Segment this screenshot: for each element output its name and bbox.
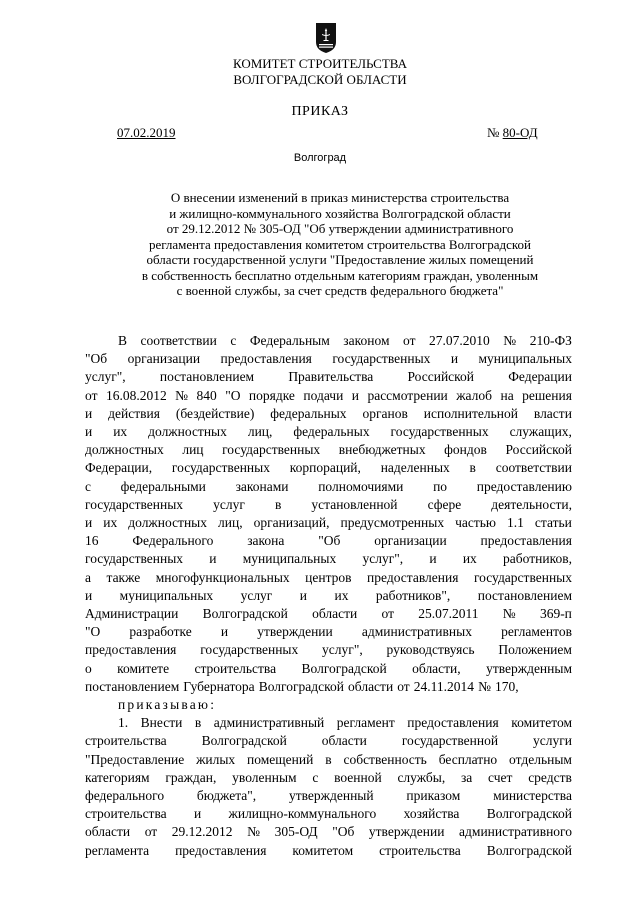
body-word: с [230,333,237,348]
body-word: счет [488,769,513,785]
body-word: Федеральным [249,333,330,348]
body-word: услуг", [322,642,363,658]
body-word: также [106,569,141,585]
city-name: Волгоград [293,152,347,164]
body-line [85,387,572,405]
body-word: 369-п [539,606,572,622]
body-word: строительства [379,842,461,858]
body-word: соответствии [140,333,217,348]
body-word: от [381,606,394,622]
body-word: бесплатно [438,751,498,767]
subject-line: в собственность бесплатно отдельным категориям граждан, уволенным [141,267,539,283]
body-word: жилых [196,751,236,767]
body-word: регламента [85,842,150,858]
body-word: муниципальных [478,351,572,367]
body-word: утвержденный [288,788,374,804]
body-line [85,751,572,769]
body-word: Федерального [132,533,214,549]
body-word: в [274,496,282,512]
body-word: службы, [397,769,446,785]
body-word: на [500,387,514,403]
body-word: государственной [401,733,499,749]
body-word: их [462,551,477,567]
body-line [85,423,572,441]
order-date: 07.02.2019 [117,125,176,140]
subject-line: от 29.12.2012 № 305-ОД "Об утверждении административного [166,221,514,236]
subject-line: О внесении изменений в приказ министерства строительства [170,190,510,205]
body-word: государственных [85,551,184,567]
body-word: военной [334,769,382,785]
body-word: услуг", [85,369,126,385]
body-line [85,332,572,350]
body-word: их [334,587,349,603]
body-word: с [85,478,91,494]
body-word: многофункциональных [155,569,290,585]
body-line [85,678,572,696]
body-word: исполнительной [423,405,518,421]
body-word: области [348,678,394,694]
body-word: и [85,587,93,603]
body-word: Российской [505,442,572,458]
body-line [85,769,572,787]
committee-name-line1: КОМИТЕТ СТРОИТЕЛЬСТВА [232,56,408,71]
body-word: наделенных [380,460,450,476]
body-word: 29.12.2012 [171,824,233,840]
body-word: (бездействие) [175,405,255,421]
body-word: решения [522,387,572,403]
body-word: государственных [222,442,321,458]
body-word: за [460,769,473,785]
order-subject [70,190,610,299]
body-word: порядке [248,387,295,403]
body-word: должностных [128,515,208,531]
body-word: и [450,351,459,367]
body-word: полномочиями [318,478,404,494]
body-word: а [85,569,91,585]
body-line [85,623,572,641]
body-word: от [403,333,416,348]
body-word: уволенным [232,769,297,785]
body-line [85,478,572,496]
body-word: 24.11.2014 [413,678,475,694]
body-word: законом [343,333,390,348]
body-word: В [118,333,128,348]
body-word: о [85,660,92,676]
body-line [85,605,572,623]
body-word: в [325,751,332,767]
body-word: комитетом [511,715,572,731]
body-word: предоставления [407,715,499,731]
body-word: Администрации [85,606,179,622]
body-word: установленной [311,496,398,512]
body-word: корпораций, [289,460,361,476]
body-word: услуг [240,587,273,603]
body-word: 210-ФЗ [529,333,572,348]
body-word: и [209,551,217,567]
body-line [85,350,572,368]
body-word: соответствии [495,460,572,476]
body-word: органов [362,405,408,421]
body-line [85,823,572,841]
body-word: государственных [390,424,489,440]
body-word: № [175,387,189,403]
body-line [85,514,572,532]
body-word: от [144,824,158,840]
body-line [85,532,572,550]
body-word: их [113,424,128,440]
body-word: Волгоградской [301,660,387,676]
body-line [85,714,572,732]
body-line [85,842,572,860]
body-word: должностных [148,424,227,440]
order-number [487,125,538,141]
body-word: области [312,606,358,622]
body-word: регламентов [501,624,572,640]
body-word: "Об [332,824,355,840]
body-word: административного [459,824,572,840]
body-word: государственных [200,642,299,658]
body-word: власти [533,405,572,421]
body-word: предоставлению [476,478,572,494]
body-word: министерства [493,788,572,804]
body-line [85,587,572,605]
body-word: частью [455,515,497,531]
body-word: услуги [532,733,572,749]
body-word: Волгоградской [201,733,287,749]
body-word: 27.07.2010 [429,333,490,348]
body-word: Волгоградской [258,678,344,694]
body-word: жалоб [456,387,493,403]
body-word: "Предоставление [85,751,185,767]
body-word: подачи [303,387,344,403]
body-word: государственных [171,460,270,476]
body-word: и [429,551,437,567]
body-word: строительства [85,733,167,749]
body-word: № [478,678,491,694]
body-word: Губернатора [183,678,255,694]
body-word: "О [85,624,101,640]
body-word: отдельным [509,751,572,767]
body-word: в [469,460,476,476]
body-word: услуг", [362,551,404,567]
body-word: и [193,806,202,822]
body-word: утвержденным [486,660,572,676]
body-word: организации [127,351,201,367]
body-word: должностных [85,442,164,458]
body-word: внебюджетных [338,442,426,458]
body-line [85,441,572,459]
body-word: государственных [332,351,431,367]
body-word: закона [247,533,285,549]
body-word: 170, [495,678,519,694]
body-word: муниципальных [119,587,214,603]
body-word: и [85,405,93,421]
order-body-text [85,332,572,860]
body-line [85,569,572,587]
body-word: государственных [473,569,572,585]
body-word: 16.08.2012 [105,387,167,403]
body-word: служащих, [509,424,572,440]
body-word: Российской [407,369,475,385]
body-word: федеральными [120,478,206,494]
body-word: фондов [444,442,487,458]
body-word: рассмотрении [367,387,448,403]
body-word: руководствуясь [386,642,475,658]
body-line [85,787,572,805]
body-word: Волгоградской [486,842,572,858]
body-word: центров [305,569,352,585]
body-word: федерального [85,788,165,804]
body-word: комитете [117,660,170,676]
body-word: Положением [498,642,572,658]
body-word: строительства [85,806,167,822]
body-word: строительства [194,660,277,676]
body-word: средств [528,769,572,785]
body-word: Внести [140,715,183,731]
body-line [85,496,572,514]
body-word: № [502,606,516,622]
body-word: области [85,824,131,840]
body-word: статьи [534,515,572,531]
body-line [85,550,572,568]
body-word: предоставления [220,351,312,367]
body-word: по [433,478,448,494]
committee-name-line2: ВОЛГОГРАДСКОЙ ОБЛАСТИ [233,72,407,87]
body-word: административных [361,624,472,640]
body-word: 1.1 [507,515,524,531]
body-word: от [397,678,410,694]
order-number-prefix: № [487,125,500,140]
body-word: с [312,769,319,785]
body-word: организаций, [253,515,330,531]
body-word: предоставления [175,842,267,858]
body-word: предоставления [480,533,572,549]
body-word: постановлением [477,587,572,603]
body-word: № [247,824,260,840]
subject-line: с военной службы, за счет средств федерального бюджета" [176,283,504,298]
body-word: области, [412,660,461,676]
body-word: Правительства [288,369,374,385]
body-word: постановлением [85,678,180,694]
body-word: "О [225,387,241,403]
body-word: бюджета", [196,788,257,804]
body-word: утверждении [368,824,445,840]
body-word: законами [235,478,289,494]
body-word: предусмотренных [340,515,445,531]
body-word: лиц, [247,424,273,440]
body-word: разработке [129,624,192,640]
body-line [85,641,572,659]
body-word: и [85,515,93,531]
body-line [85,732,572,750]
body-line [85,459,572,477]
body-word: категориям [85,769,150,785]
body-word: от [85,387,98,403]
body-word: федеральных [270,405,347,421]
body-word: и [351,387,359,403]
body-word: предоставления [85,642,177,658]
body-word: и [220,624,229,640]
body-word: 25.07.2011 [418,606,479,622]
body-word: и [85,424,93,440]
body-word: "Об [318,533,341,549]
body-word: № [503,333,517,348]
body-word: государственных [85,496,184,512]
body-word: жилищно-коммунального [228,806,377,822]
body-line [85,805,572,823]
body-line [85,405,572,423]
volgograd-coat-of-arms-icon [315,22,337,54]
body-line [85,696,572,714]
body-word: области [321,733,367,749]
body-word: административный [213,715,325,731]
body-word: хозяйства [403,806,460,822]
body-word: регламент [336,715,395,731]
body-word: приказываю: [118,697,217,713]
body-word: федеральных [293,424,370,440]
body-word: действия [108,405,160,421]
body-word: их [103,515,118,531]
body-word: и [299,587,308,603]
body-word: утверждении [257,624,333,640]
document-type-title: ПРИКАЗ [291,104,349,119]
order-number-value: 80-ОД [502,125,538,140]
body-word: Волгоградской [486,806,572,822]
body-word: "Об [85,351,108,367]
body-word: 1. [118,715,129,731]
body-word: Федерации [508,369,572,385]
body-word: сфере [427,496,462,512]
body-word: постановлением [159,369,255,385]
body-word: приказом [406,788,461,804]
subject-line: области государственной услуги "Предоставление жилых помещений [146,252,534,267]
body-word: граждан, [165,769,217,785]
body-word: в [194,715,202,731]
body-word: собственность [343,751,427,767]
body-word: организации [374,533,447,549]
body-word: муниципальных [242,551,337,567]
body-word: предоставления [367,569,459,585]
body-line [85,660,572,678]
body-word: Федерации, [85,460,153,476]
body-word: помещений [247,751,314,767]
body-word: 16 [85,533,99,549]
body-word: услуг [213,496,245,512]
body-word: деятельности, [491,496,572,512]
body-word: лиц, [218,515,243,531]
body-line [85,368,572,386]
body-word: работников, [503,551,572,567]
body-word: лиц [182,442,204,458]
subject-line: и жилищно-коммунального хозяйства Волгоградской области [169,205,511,221]
body-word: 840 [196,387,217,403]
body-word: комитетом [292,842,354,858]
body-word: работников", [375,587,451,603]
body-word: 305-ОД [274,824,318,840]
body-word: Волгоградской [202,606,288,622]
subject-line: регламента предоставления комитетом строительства Волгоградской [148,236,531,252]
